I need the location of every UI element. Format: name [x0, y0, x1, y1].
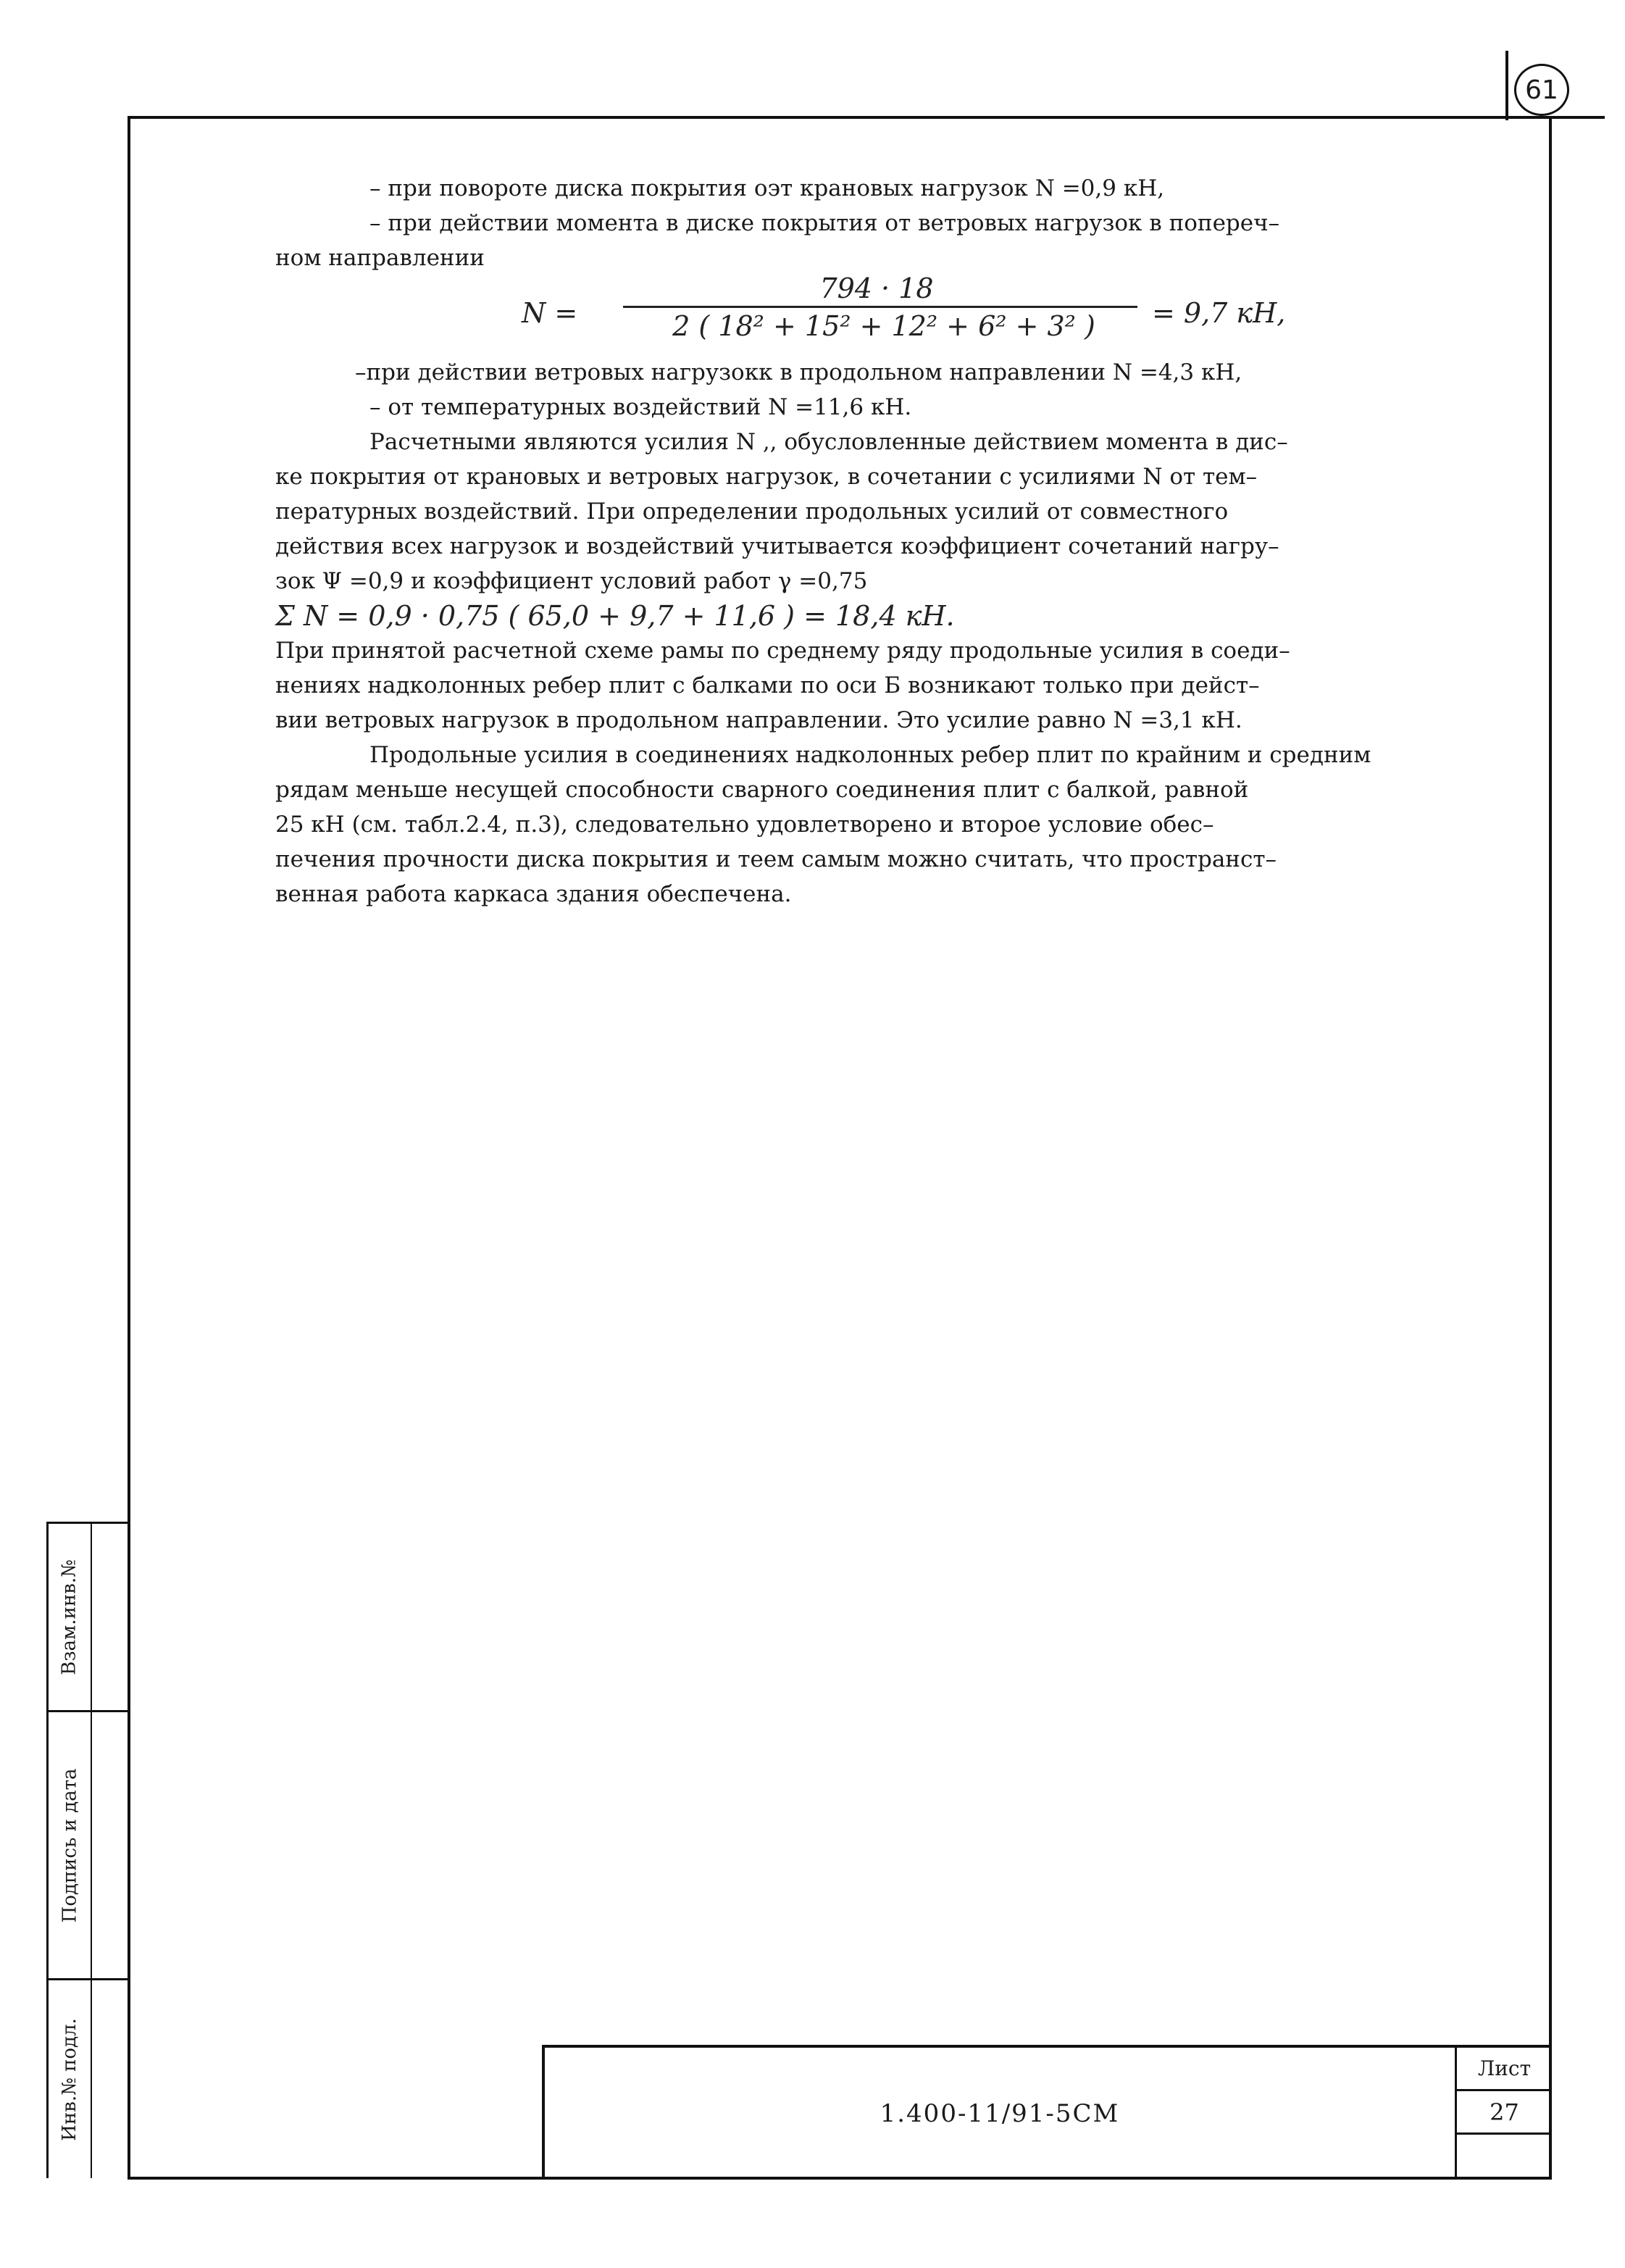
text-line: печения прочности диска покрытия и теем самым можно считать, что пространст– [275, 846, 1277, 872]
side-cell-podpis [49, 1710, 130, 1978]
text-line: зок Ψ =0,9 и коэффициент условий работ γ =0,75 [275, 568, 868, 594]
formula-sum: Σ N = 0,9 · 0,75 ( 65,0 + 9,7 + 11,6 ) = 18,4 кН. [275, 600, 955, 632]
fraction-bar [623, 306, 1137, 308]
text-line: Продольные усилия в соединениях надколонных ребер плит по крайним и средним [369, 742, 1371, 768]
text-line: нениях надколонных ребер плит с балками по оси Б возникают только при дейст– [275, 672, 1260, 699]
formula-lhs: N = [522, 297, 578, 329]
text-line: ном направлении [275, 245, 485, 271]
text-line: пературных воздействий. При определении продольных усилий от совместного [275, 499, 1229, 525]
formula-result: = 9,7 кН, [1152, 297, 1286, 329]
text-line: – при повороте диска покрытия оэт крановых нагрузок N =0,9 кН, [369, 175, 1165, 201]
text-line: –при действии ветровых нагрузокк в продольном направлении N =4,3 кН, [355, 359, 1242, 385]
side-cell-vzam [49, 1522, 130, 1710]
text-line: венная работа каркаса здания обеспечена. [275, 881, 792, 907]
side-label-vzam: Взам.инв.№ [59, 1559, 81, 1675]
formula-denominator: 2 ( 18² + 15² + 12² + 6² + 3² ) [672, 310, 1095, 342]
text-line: ке покрытия от крановых и ветровых нагрузок, в сочетании с усилиями N от тем– [275, 464, 1258, 490]
document-code: 1.400-11/91-5СМ [880, 2099, 1120, 2128]
sheet-circle-number: 61 [1514, 64, 1569, 116]
document-body [275, 171, 1521, 912]
corner-line [1505, 51, 1508, 120]
text-line: действия всех нагрузок и воздействий учитывается коэффициент сочетаний нагру– [275, 533, 1279, 559]
formula-numerator: 794 · 18 [819, 272, 934, 304]
formula-fraction [522, 272, 1521, 355]
text-line: рядам меньше несущей способности сварного соединения плит с балкой, равной [275, 777, 1249, 803]
side-cell-inv [49, 1978, 130, 2178]
side-stamp [46, 1522, 128, 2178]
sheet-number: 27 [1457, 2091, 1552, 2135]
side-label-inv: Инв.№ подл. [59, 2017, 81, 2141]
text-line: Расчетными являются усилия N ,, обусловленные действием момента в дис– [369, 429, 1288, 455]
text-line: – при действии момента в диске покрытия от ветровых нагрузок в попереч– [369, 210, 1280, 236]
text-line: При принятой расчетной схеме рамы по среднему ряду продольные усилия в соеди– [275, 638, 1290, 664]
side-label-podpis: Подпись и дата [59, 1768, 80, 1922]
text-line: вии ветровых нагрузок в продольном направлении. Это усилие равно N =3,1 кН. [275, 707, 1242, 733]
text-line: 25 кН (см. табл.2.4, п.3), следовательно удовлетворено и второе условие обес– [275, 812, 1214, 838]
sheet-box [1455, 2048, 1552, 2180]
frame-top-extension [1525, 116, 1605, 119]
title-block [542, 2045, 1552, 2180]
sheet-label: Лист [1457, 2048, 1552, 2091]
text-line: – от температурных воздействий N =11,6 кН. [369, 394, 912, 420]
